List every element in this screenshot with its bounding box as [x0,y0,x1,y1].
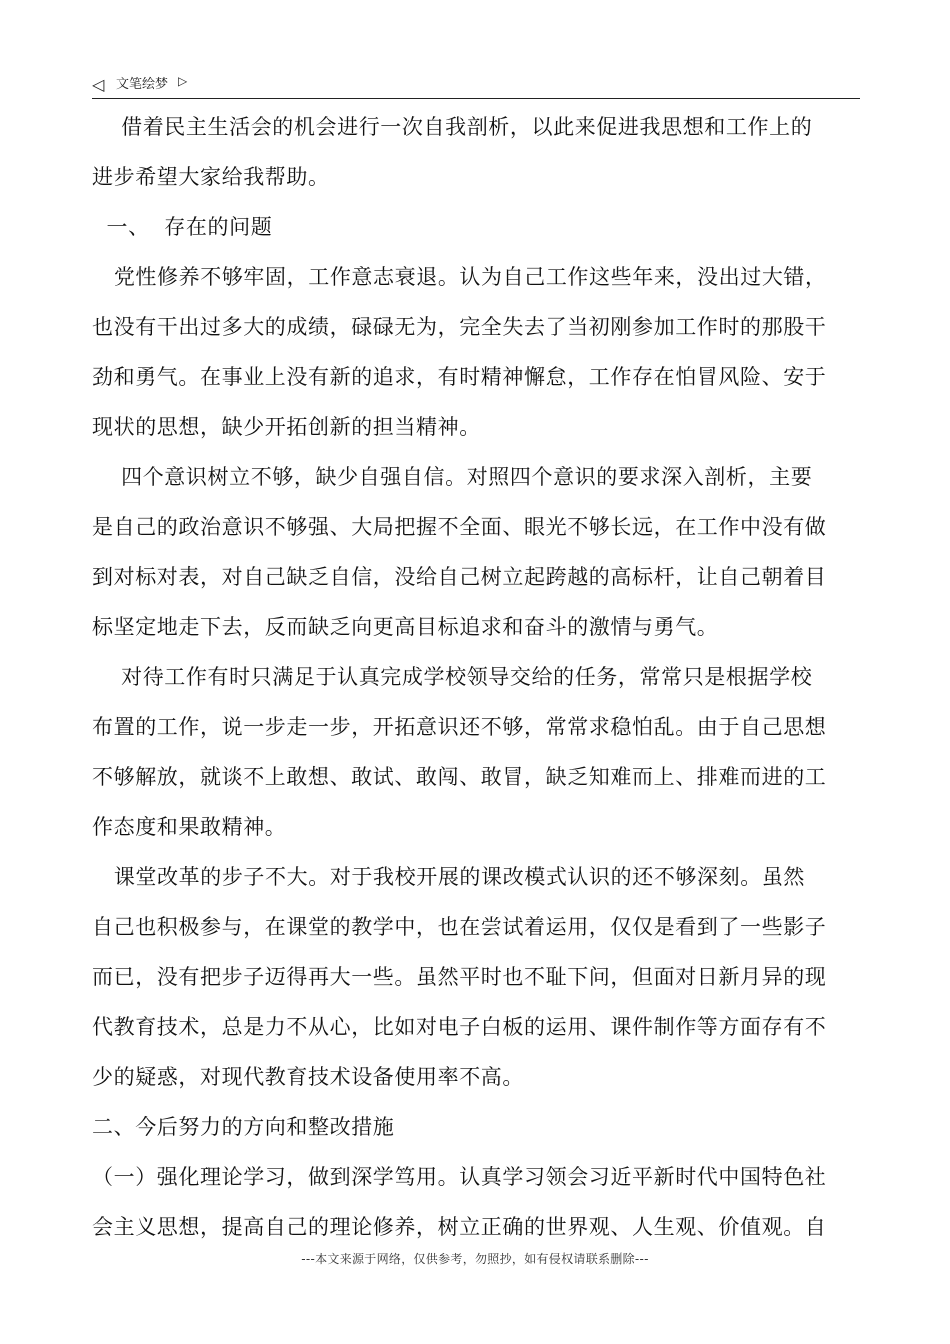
text-line: 标坚定地走下去，反而缺乏向更高目标追求和奋斗的激情与勇气。 [92,615,719,639]
text-line: 借着民主生活会的机会进行一次自我剖析，以此来促进我思想和工作上的 [92,115,813,139]
page-footer: ---本文来源于网络，仅供参考，勿照抄，如有侵权请联系删除--- [301,1252,649,1266]
right-triangle-icon: ▷ [178,74,188,88]
left-triangle-icon: ◁ [92,75,105,94]
text-line: 是自己的政治意识不够强、大局把握不全面、眼光不够长远，在工作中没有做 [92,515,827,539]
text-line: （一）强化理论学习，做到深学笃用。认真学习领会习近平新时代中国特色社 [92,1165,827,1189]
text-line: 到对标对表，对自己缺乏自信，没给自己树立起跨越的高标杆，让自己朝着目 [92,565,827,589]
text-line: 布置的工作，说一步走一步，开拓意识还不够，常常求稳怕乱。由于自己思想 [92,715,827,739]
header-title: 文笔绘梦 [116,77,169,92]
text-line: 党性修养不够牢固，工作意志衰退。认为自己工作这些年来，没出过大错， [92,265,827,289]
text-line: 不够解放，就谈不上敢想、敢试、敢闯、敢冒，缺乏知难而上、排难而进的工 [92,765,827,789]
text-line: 进步希望大家给我帮助。 [92,165,330,189]
text-line: 自己也积极参与，在课堂的教学中，也在尝试着运用，仅仅是看到了一些影子 [92,915,827,939]
text-line: 而已，没有把步子迈得再大一些。虽然平时也不耻下问，但面对日新月异的现 [92,965,827,989]
text-line: 作态度和果敢精神。 [92,815,287,839]
text-line: 少的疑惑，对现代教育技术设备使用率不高。 [92,1065,524,1089]
text-line: 四个意识树立不够，缺少自强自信。对照四个意识的要求深入剖析，主要 [92,465,813,489]
text-line: 会主义思想，提高自己的理论修养，树立正确的世界观、人生观、价值观。自 [92,1215,827,1239]
page-header [92,74,860,99]
text-line: 现状的思想，缺少开拓创新的担当精神。 [92,415,481,439]
document-body [92,108,864,1258]
text-line: 也没有干出过多大的成绩，碌碌无为，完全失去了当初刚参加工作时的那股干 [92,315,827,339]
text-line: 代教育技术，总是力不从心，比如对电子白板的运用、课件制作等方面存有不 [92,1015,827,1039]
section-heading: 二、今后努力的方向和整改措施 [92,1115,395,1139]
text-line: 劲和勇气。在事业上没有新的追求，有时精神懈怠，工作存在怕冒风险、安于 [92,365,827,389]
text-line: 对待工作有时只满足于认真完成学校领导交给的任务，常常只是根据学校 [92,665,813,689]
text-line: 课堂改革的步子不大。对于我校开展的课改模式认识的还不够深刻。虽然 [92,865,806,889]
section-heading: 一、 存在的问题 [92,215,273,239]
